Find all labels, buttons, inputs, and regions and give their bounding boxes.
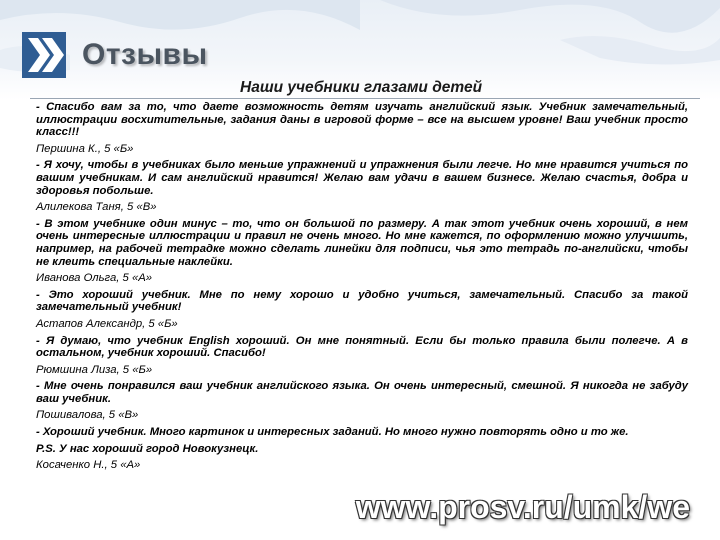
review-text: - Спасибо вам за то, что даете возможность детям изучать английский язык. Учебник замечательный, иллюстрации восхитительные, задания даны в игровой форме – все на высшем уровне! Ваш учебник просто класс!!! xyxy=(36,101,688,139)
review-text: - Мне очень понравился ваш учебник английского языка. Он очень интересный, смешной. Я никогда не забуду ваш учебник. xyxy=(36,380,688,405)
review-author: Рюмшина Лиза, 5 «Б» xyxy=(36,363,153,376)
logo-icon xyxy=(22,32,66,78)
review-item xyxy=(36,101,688,155)
header-divider xyxy=(30,98,700,99)
review-item xyxy=(36,335,688,377)
review-author: Пошивалова, 5 «В» xyxy=(36,409,139,422)
reviews-list xyxy=(36,101,688,476)
review-item xyxy=(36,426,688,472)
review-item xyxy=(36,380,688,422)
review-author: Першина К., 5 «Б» xyxy=(36,142,134,155)
review-item xyxy=(36,218,688,285)
review-text: - Это хороший учебник. Мне по нему хорошо и удобно учиться, замечательный. Спасибо за такой замечательный учебник! xyxy=(36,288,688,314)
review-item xyxy=(36,289,688,331)
review-author: Алилекова Таня, 5 «В» xyxy=(36,201,157,214)
review-text: - В этом учебнике один минус – то, что он большой по размеру. А так этот учебник очень хороший, в нем очень интересные иллюстрации и правил не очень много. Но мне кажется, по оформлению можно улучшить, например, на рабочей тетрадке можно сделать линейки для подписи, чья это тетрадь по-английски, чтобы не клеить специальные наклейки. xyxy=(36,217,688,268)
review-text: - Я думаю, что учебник English хороший. Он мне понятный. Если бы только правила были полегче. А в остальном, учебник хороший. Спасибо! xyxy=(36,334,688,360)
page-subtitle: Наши учебники глазами детей xyxy=(240,79,483,96)
footer-url-link[interactable]: www.prosv.ru/umk/we xyxy=(355,489,690,525)
review-text: - Я хочу, чтобы в учебниках было меньше упражнений и упражнения были легче. Но мне нравится учиться по вашим учебникам. И сам английский нравится! Желаю вам удачи в вашем бизнесе. Желаю счастья, добра и здоровья побольше. xyxy=(36,159,688,197)
page-title: Отзывы xyxy=(82,38,208,71)
review-author: Иванова Ольга, 5 «А» xyxy=(36,272,153,285)
review-author: Косаченко Н., 5 «А» xyxy=(36,459,141,472)
review-author: Астапов Александр, 5 «Б» xyxy=(36,317,178,330)
review-item xyxy=(36,159,688,213)
review-text: - Хороший учебник. Много картинок и интересных заданий. Но много нужно повторять одно и то же. xyxy=(36,426,629,439)
review-postscript: P.S. У нас хороший город Новокузнецк. xyxy=(36,442,259,455)
